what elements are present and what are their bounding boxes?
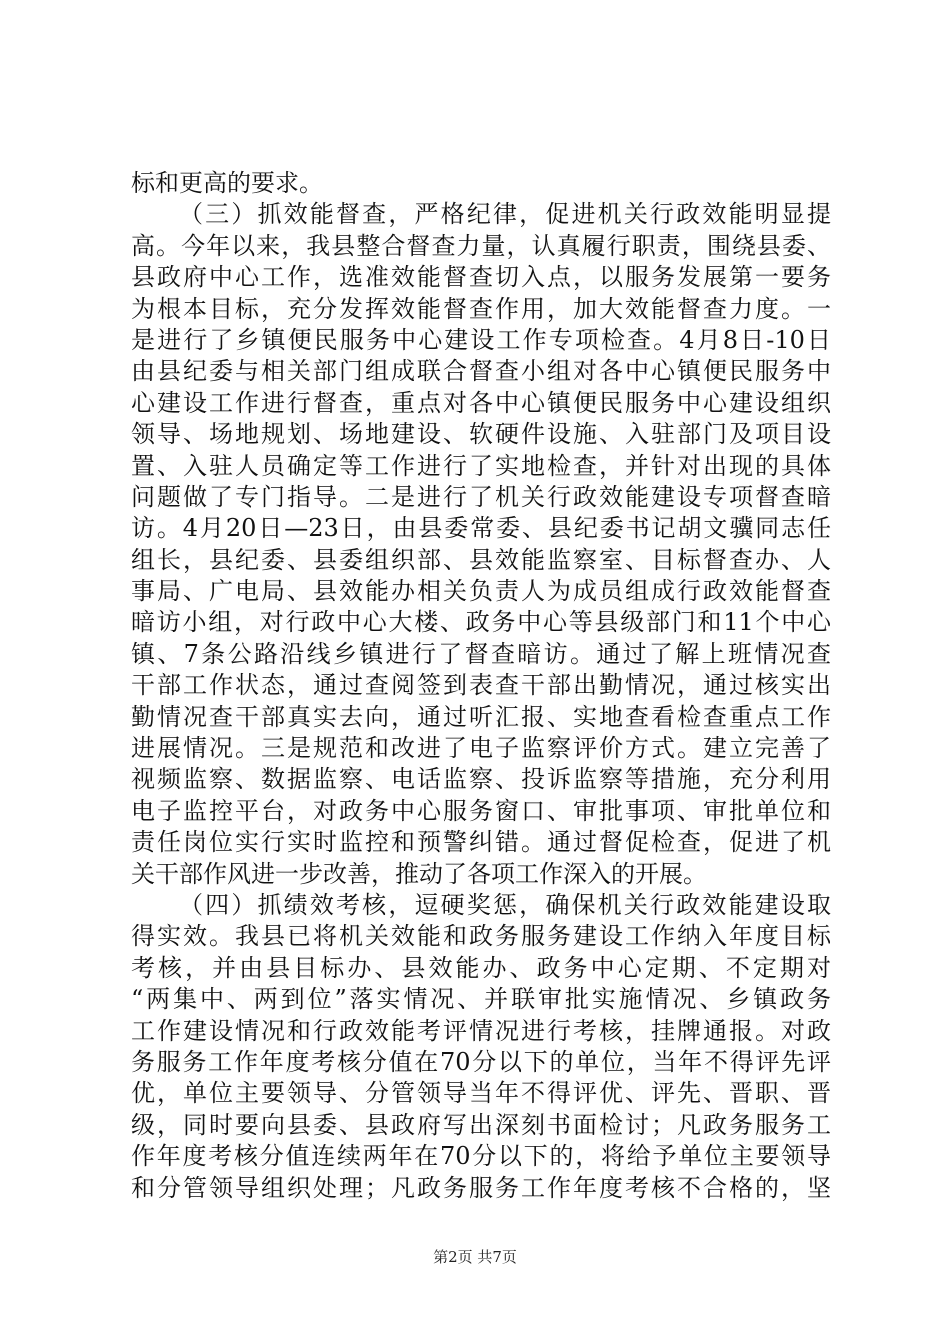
text-line: 事局、广电局、县效能办相关负责人为成员组成行政效能督查: [131, 577, 831, 606]
text-line: 问题做了专门指导。二是进行了机关行政效能建设专项督查暗: [131, 482, 831, 511]
text-line: 领导、场地规划、场地建设、软硬件设施、入驻部门及项目设: [131, 420, 831, 449]
text-line: 高。今年以来，我县整合督查力量，认真履行职责，围绕县委、: [131, 231, 831, 260]
text-line: 作年度考核分值连续两年在70分以下的，将给予单位主要领导: [131, 1142, 831, 1171]
text-line: （三）抓效能督查，严格纪律，促进机关行政效能明显提: [179, 200, 831, 229]
text-line: 和分管领导组织处理；凡政务服务工作年度考核不合格的，坚: [131, 1173, 831, 1202]
text-line: 电子监控平台，对政务中心服务窗口、审批事项、审批单位和: [131, 796, 831, 825]
text-line: 由县纪委与相关部门组成联合督查小组对各中心镇便民服务中: [131, 357, 831, 386]
text-line: 县政府中心工作，选准效能督查切入点，以服务发展第一要务: [131, 263, 831, 292]
text-line: “两集中、两到位”落实情况、并联审批实施情况、乡镇政务: [131, 985, 831, 1014]
text-line: 考核，并由县目标办、县效能办、政务中心定期、不定期对: [131, 953, 831, 982]
text-line: 得实效。我县已将机关效能和政务服务建设工作纳入年度目标: [131, 922, 831, 951]
text-line: 置、入驻人员确定等工作进行了实地检查，并针对出现的具体: [131, 451, 831, 480]
text-line: 级，同时要向县委、县政府写出深刻书面检讨；凡政务服务工: [131, 1110, 831, 1139]
text-line: 勤情况查干部真实去向，通过听汇报、实地查看检查重点工作: [131, 702, 831, 731]
text-line: 进展情况。三是规范和改进了电子监察评价方式。建立完善了: [131, 734, 831, 763]
text-line: 镇、7条公路沿线乡镇进行了督查暗访。通过了解上班情况查: [131, 639, 831, 668]
text-line: 是进行了乡镇便民服务中心建设工作专项检查。4月8日-10日: [131, 325, 831, 354]
text-line: 务服务工作年度考核分值在70分以下的单位，当年不得评先评: [131, 1047, 831, 1076]
text-line: 为根本目标，充分发挥效能督查作用，加大效能督查力度。一: [131, 294, 831, 323]
body-text: [131, 168, 831, 1204]
text-line: 关干部作风进一步改善，推动了各项工作深入的开展。: [131, 859, 707, 888]
text-line: （四）抓绩效考核，逗硬奖惩，确保机关行政效能建设取: [179, 890, 831, 919]
text-line: 标和更高的要求。: [131, 169, 323, 197]
page-footer: 第2页 共7页: [433, 1248, 517, 1266]
text-line: 暗访小组，对行政中心大楼、政务中心等县级部门和11个中心: [131, 608, 831, 637]
text-line: 工作建设情况和行政效能考评情况进行考核，挂牌通报。对政: [131, 1016, 831, 1045]
text-line: 优，单位主要领导、分管领导当年不得评优、评先、晋职、晋: [131, 1079, 831, 1108]
text-line: 干部工作状态，通过查阅签到表查干部出勤情况，通过核实出: [131, 671, 831, 700]
text-line: 心建设工作进行督查，重点对各中心镇便民服务中心建设组织: [131, 388, 831, 417]
text-line: 责任岗位实行实时监控和预警纠错。通过督促检查，促进了机: [131, 828, 831, 857]
text-line: 组长，县纪委、县委组织部、县效能监察室、目标督查办、人: [131, 545, 831, 574]
text-line: 视频监察、数据监察、电话监察、投诉监察等措施，充分利用: [131, 765, 831, 794]
text-line: 访。4月20日—23日，由县委常委、县纪委书记胡文骥同志任: [131, 514, 831, 543]
